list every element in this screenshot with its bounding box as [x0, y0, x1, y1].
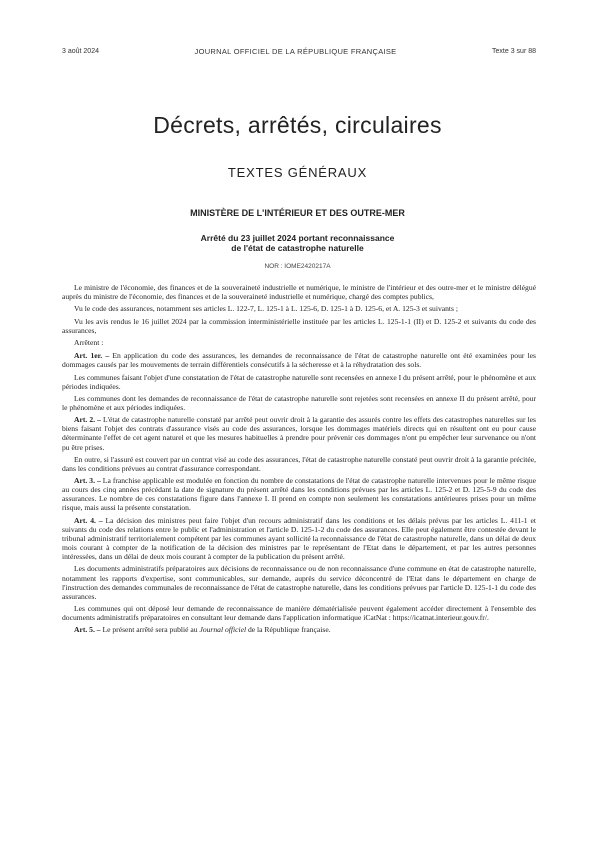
- nor-reference: NOR : IOME2420217A: [264, 263, 331, 270]
- preamble-paragraph: Le ministre de l'économie, des finances et de la souveraineté industrielle et numérique, le ministre de l'intérieur et des outre-mer et le ministre délégué auprès du ministre de l'économie, des finances et de la souveraineté industrielle et numérique, chargé des comptes publics,: [62, 283, 536, 302]
- arrete-title: [0, 233, 595, 253]
- article-1-paragraph: [62, 351, 536, 369]
- arretent-line: Arrêtent :: [74, 338, 104, 348]
- arrete-title-line-1: Arrêté du 23 juillet 2024 portant reconnaissance: [200, 233, 395, 243]
- article-4-text: La décision des ministres peut faire l'objet d'un recours administratif dans les conditions et les délais prévus par les articles L. 411-1 et suivants du code des relations entre le public et l'administration et l'article D. 125-1-2 du code des assurances. Elle peut également être contestée devant le tribunal administratif territorialement compétent par les communes ayant sollicité la reconnaissance de l'état de catastrophe naturelle, dans un délai de deux mois courant à compter de la notification de la décision des ministres par le représentant de l'Etat dans le département, et par les autres personnes intéressées, dans un délai de deux mois courant à compter de la publication du présent arrêté.: [62, 515, 537, 562]
- article-2-text: L'état de catastrophe naturelle constaté par arrêté peut ouvrir droit à la garantie des assurés contre les effets des catastrophes naturelles sur les biens faisant l'objet des contrats d'assurance visés au code des assurances, lorsque les dommages matériels directs qui en résultent ont eu pour cause déterminante l'effet de cet agent naturel et que les mesures habituelles à prendre pour prévenir ces dommages n'ont pu empêcher leur survenance ou n'ont pu être prises.: [62, 415, 536, 452]
- arrete-title-line-2: de l'état de catastrophe naturelle: [231, 243, 364, 253]
- article-3-paragraph: [62, 476, 536, 512]
- header-journal-name: JOURNAL OFFICIEL DE LA RÉPUBLIQUE FRANÇAISE: [194, 47, 397, 56]
- body-paragraph: En outre, si l'assuré est couvert par un contrat visé au code des assurances, l'état de catastrophe naturelle constaté peut ouvrir droit à la garantie précitée, dans les conditions prévues au contrat d'assurance correspondant.: [62, 454, 536, 473]
- article-4-paragraph: [62, 516, 536, 561]
- running-header: [62, 47, 536, 56]
- article-3-text: La franchise applicable est modulée en fonction du nombre de constatations de l'état de catastrophe naturelle intervenues pour le même risque au cours des cinq années précédant la date de signature du présent arrêté dans les conditions prévues par les articles L. 125-2 et D. 125-5-9 du code des assurances. Le nombre de ces constatations figure dans l'annexe I. Il prend en compte non seulement les constatations antérieures prises pour un même risque, mais aussi la présente constatation.: [62, 476, 537, 513]
- article-1-text: En application du code des assurances, les demandes de reconnaissance de l'état de catastrophe naturelle ont été examinées pour les dommages causés par les mouvements de terrain différentiels consécutifs à la sécheresse et à la réhydratation des sols.: [62, 351, 536, 370]
- page-title: Décrets, arrêtés, circulaires: [153, 112, 442, 138]
- body-paragraph: Les communes qui ont déposé leur demande de reconnaissance de manière dématérialisée peuvent également accéder directement à l'ensemble des documents administratifs préparatoires en consultant leur demande dans l'application informatique iCatNat : https://icatnat.interieur.gouv.fr/.: [62, 603, 536, 623]
- visa-paragraph: Vu les avis rendus le 16 juillet 2024 par la commission interministérielle instituée par les articles L. 125-1-1 (II) et D. 125-2 et suivants du code des assurances,: [62, 316, 536, 335]
- article-5-text-end: de la République française.: [246, 625, 331, 635]
- visa-paragraph: Vu le code des assurances, notamment ses articles L. 122-7, L. 125-1 à L. 125-6, D. 125-1 à D. 125-6, et A. 125-3 et suivants ;: [74, 304, 458, 314]
- section-heading: TEXTES GÉNÉRAUX: [227, 165, 368, 180]
- article-5-label: Art. 5. –: [74, 625, 101, 635]
- header-text-reference: Texte 3 sur 88: [492, 48, 536, 55]
- article-5-paragraph: [62, 625, 536, 634]
- article-1-label: Art. 1er. –: [74, 351, 110, 361]
- body-paragraph: Les documents administratifs préparatoires aux décisions de reconnaissance ou de non reconnaissance d'une commune en état de catastrophe naturelle, notamment les rapports d'expertise, sont communicables, sur demande, auprès du service déconcentré de l'Etat dans le département en charge de l'instruction des demandes communales de reconnaissance de l'état de catastrophe naturelle, dans les conditions prévues par l'article D. 125-1-1 du code des assurances.: [62, 564, 536, 601]
- article-3-label: Art. 3. –: [74, 476, 101, 486]
- article-2-paragraph: [62, 415, 536, 451]
- article-4-label: Art. 4. –: [74, 515, 103, 525]
- body-paragraph: Les communes dont les demandes de reconnaissance de l'état de catastrophe naturelle sont rejetées sont recensées en annexe II du présent arrêté, pour le phénomène et aux périodes indiquées.: [62, 393, 536, 412]
- header-date: 3 août 2024: [62, 48, 99, 55]
- article-5-text: Le présent arrêté sera publié au: [100, 625, 200, 635]
- body-paragraph: Les communes faisant l'objet d'une constatation de l'état de catastrophe naturelle sont recensées en annexe I du présent arrêté, pour le phénomène et aux périodes indiquées.: [62, 372, 536, 391]
- article-2-label: Art. 2. –: [74, 415, 101, 425]
- ministry-heading: MINISTÈRE DE L'INTÉRIEUR ET DES OUTRE-MER: [190, 208, 405, 218]
- document-body: [62, 283, 536, 638]
- journal-officiel-italic: Journal officiel: [199, 625, 247, 635]
